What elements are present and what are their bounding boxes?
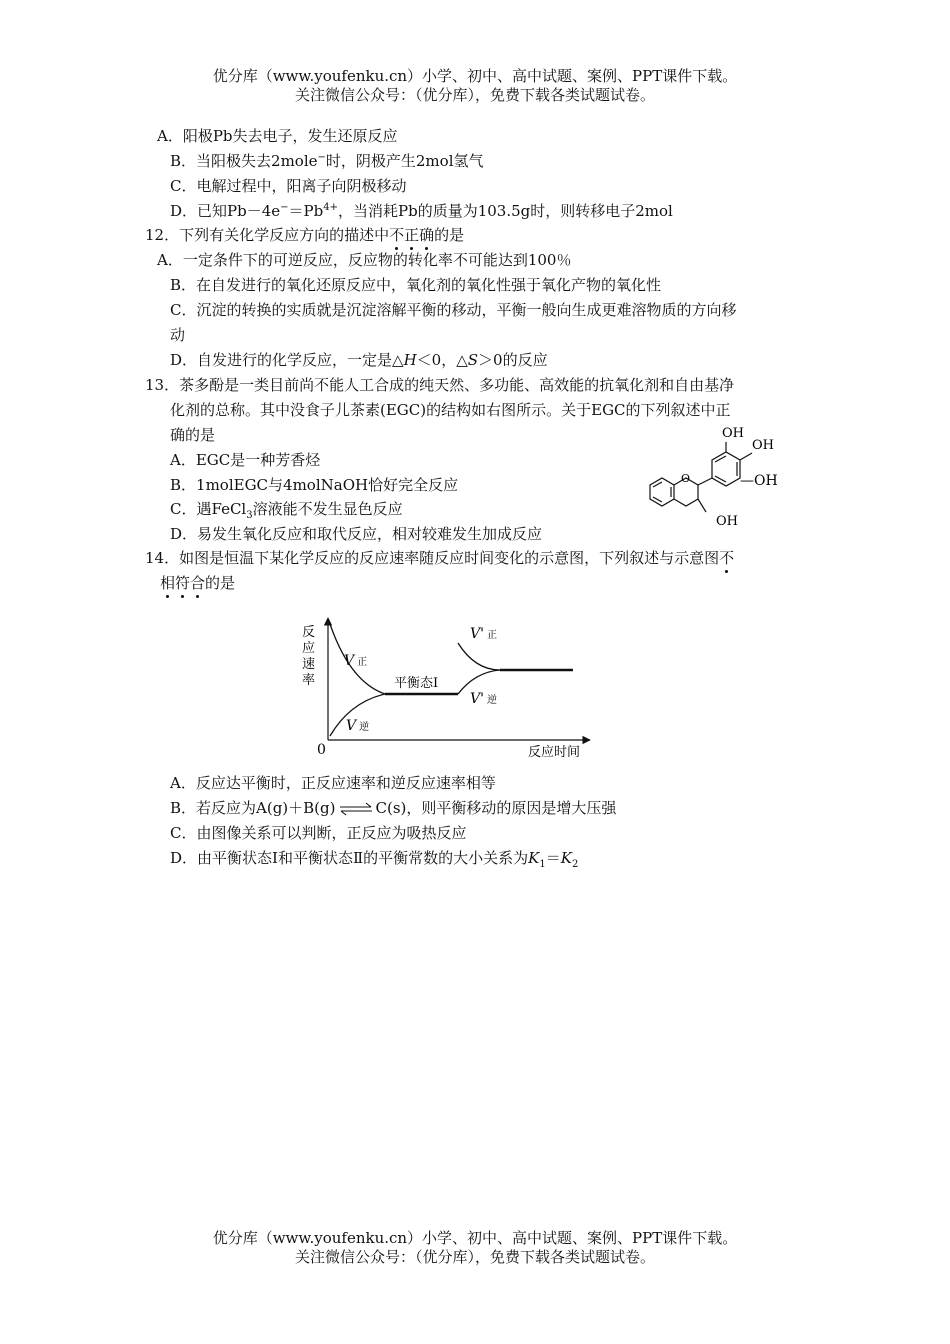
q13-option-d: D．易发生氧化反应和取代反应，相对较难发生加成反应 (170, 525, 543, 543)
egc-oh-1: OH (722, 426, 744, 441)
v-reverse-label: V 逆 (346, 718, 370, 734)
q11-option-d: D．已知$Pb-4e^-=Pb^{4+}$，当消耗Pb的质量为103.5g时，则转移电子2mol (170, 202, 673, 220)
footer-line-1: 优分库（www.youfenku.cn）小学、初中、高中试题、案例、PPT课件下载。 (212, 1229, 738, 1247)
q12-option-b: B．在自发进行的氧化还原反应中，氧化剂的氧化性强于氧化产物的氧化性 (170, 276, 662, 294)
y-axis-label-3: 速 (302, 657, 316, 672)
v-prime-forward-curve (458, 643, 500, 670)
q13-option-a: A．EGC是一种芳香烃 (170, 451, 321, 469)
q11-option-c: C．电解过程中，阳离子向阴极移动 (170, 177, 407, 195)
q13-stem-line2: 化剂的总称。其中没食子儿茶素(EGC)的结构如右图所示。关于EGC的下列叙述中正 (170, 401, 731, 419)
equilibrium-arrows-icon (338, 802, 374, 816)
header-line-1: 优分库（www.youfenku.cn）小学、初中、高中试题、案例、PPT课件下载。 (212, 67, 738, 85)
q11-option-b: B．当阳极失去2mole−时，阴极产生2mol氢气 (170, 152, 484, 170)
q14-option-d: D．由平衡状态Ⅰ和平衡状态Ⅱ的平衡常数的大小关系为$K_1=K_2$ (170, 849, 579, 870)
egc-oh-4: OH (716, 514, 738, 529)
q12-option-a: A．一定条件下的可逆反应，反应物的转化率不可能达到100％ (157, 251, 572, 269)
q14-option-c: C．由图像关系可以判断，正反应为吸热反应 (170, 824, 467, 842)
egc-oh-3: —OH (740, 473, 778, 489)
v-reverse-curve (330, 694, 385, 736)
x-axis-label: 反应时间 (528, 745, 581, 760)
egc-structure-diagram (640, 420, 800, 535)
y-axis-label-2: 应 (302, 641, 316, 656)
q14-stem-line1: 14．如图是恒温下某化学反应的反应速率随反应时间变化的示意图，下列叙述与示意图不 (145, 549, 735, 567)
egc-oh-2: OH (752, 438, 774, 453)
q13-stem-line3: 确的是 (170, 426, 216, 444)
q12-option-d: D．自发进行的化学反应，一定是△H＜0，△S＞0的反应 (170, 351, 548, 369)
q14-stem-line2: 相符合的是 (160, 574, 236, 592)
q12-option-c-line2: 动 (170, 326, 186, 344)
equilibrium-state-label: 平衡态Ⅰ (394, 676, 439, 691)
q12-stem: 12．下列有关化学反应方向的描述中不正确的是 (145, 226, 465, 244)
q12-option-c-line1: C．沉淀的转换的实质就是沉淀溶解平衡的移动，平衡一般向生成更难溶物质的方向移 (170, 301, 737, 319)
pyran-oxygen-label: O (681, 472, 691, 485)
q13-stem-line1: 13．茶多酚是一类目前尚不能人工合成的纯天然、多功能、高效能的抗氧化剂和自由基净 (145, 376, 735, 394)
footer-line-2: 关注微信公众号：（优分库），免费下载各类试题试卷。 (294, 1248, 655, 1266)
q14-option-b: B．若反应为A(g)＋B(g) C(s)，则平衡移动的原因是增大压强 (170, 799, 617, 817)
q11-option-a: A．阳极Pb失去电子，发生还原反应 (157, 127, 398, 145)
q13-option-c: C．遇FeCl$_3$溶液能不发生显色反应 (170, 500, 403, 521)
y-axis-label-1: 反 (302, 625, 316, 640)
q14-option-a: A．反应达平衡时，正反应速率和逆反应速率相等 (170, 774, 496, 792)
origin-label: 0 (317, 742, 326, 758)
q13-option-b: B．1molEGC与4molNaOH恰好完全反应 (170, 476, 459, 494)
header-line-2: 关注微信公众号：（优分库），免费下载各类试题试卷。 (294, 86, 655, 104)
rate-time-graph (290, 612, 600, 764)
v-prime-reverse-label: V' 逆 (470, 691, 497, 707)
v-prime-forward-label: V' 正 (470, 626, 497, 642)
y-axis-label-4: 率 (302, 673, 316, 688)
v-forward-label: V 正 (344, 653, 368, 669)
